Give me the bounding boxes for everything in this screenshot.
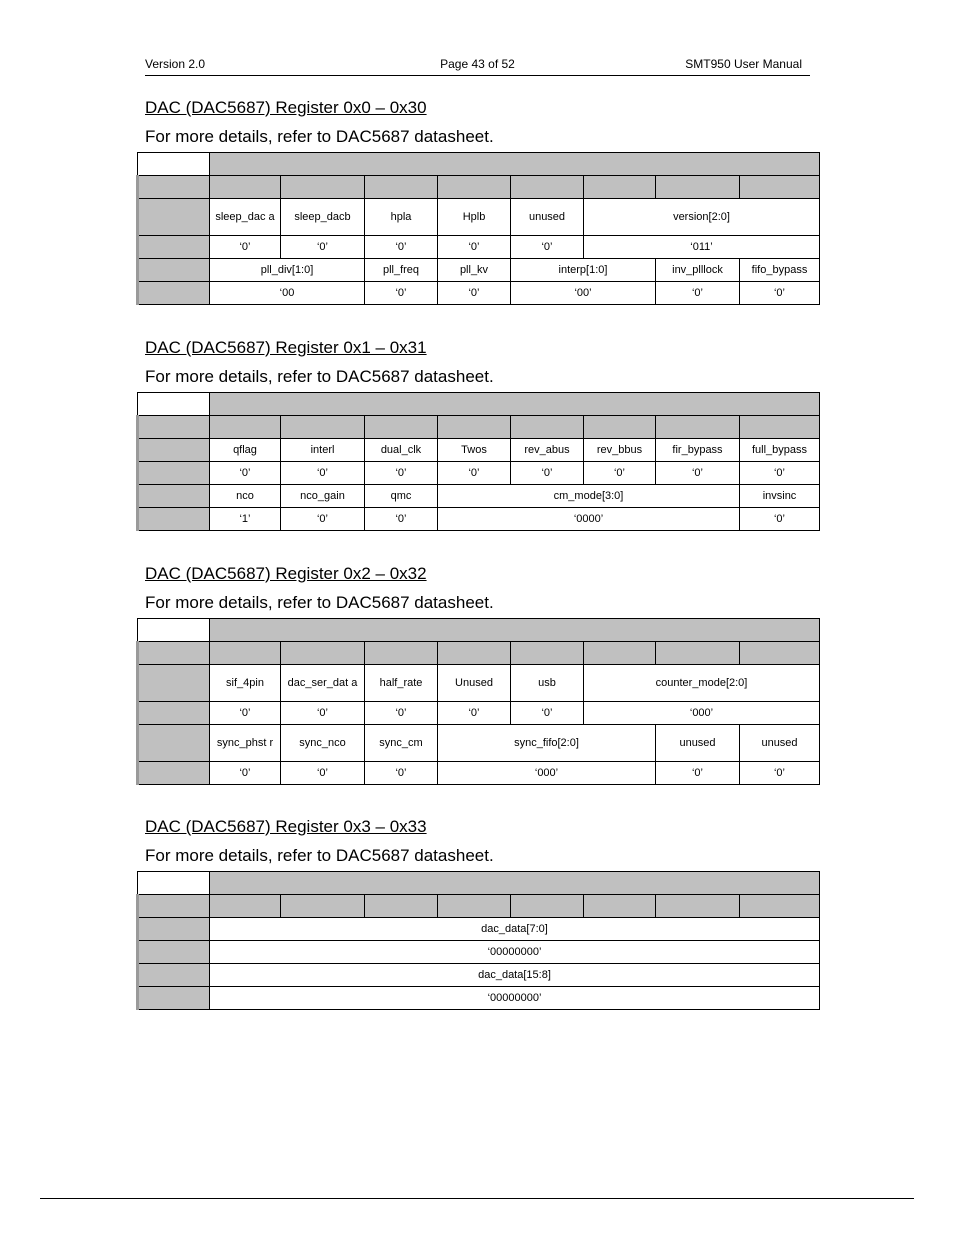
header-blank-cell [138, 872, 210, 895]
bit-header-cell [656, 642, 740, 665]
register-field-cell: ‘0’ [511, 462, 584, 485]
register-field-cell: ‘0’ [365, 462, 438, 485]
table-row [138, 199, 820, 236]
footer-rule [40, 1198, 914, 1199]
bit-header-cell [740, 176, 820, 199]
table-row [138, 282, 820, 305]
register-field-cell: unused [656, 725, 740, 762]
register-field-cell: ‘0’ [365, 702, 438, 725]
header-shaded-cell [210, 872, 820, 895]
row-label-cell [138, 416, 210, 439]
row-label-cell [138, 725, 210, 762]
bit-header-cell [656, 895, 740, 918]
table-bit-header-row [138, 895, 820, 918]
register-table-0x0 [136, 152, 820, 305]
register-field-cell: ‘00 [210, 282, 365, 305]
register-field-cell: fir_bypass [656, 439, 740, 462]
row-label-cell [138, 941, 210, 964]
register-field-cell: ‘0’ [740, 508, 820, 531]
bit-header-cell [365, 416, 438, 439]
bit-header-cell [438, 176, 511, 199]
register-field-cell: ‘0’ [584, 462, 656, 485]
register-field-cell: invsinc [740, 485, 820, 508]
register-field-cell: rev_bbus [584, 439, 656, 462]
table-row [138, 508, 820, 531]
register-field-cell: sleep_dac a [210, 199, 281, 236]
bit-header-cell [210, 895, 281, 918]
bit-header-cell [584, 642, 656, 665]
register-field-cell: dac_ser_dat a [281, 665, 365, 702]
register-field-cell: version[2:0] [584, 199, 820, 236]
register-title-0x1: DAC (DAC5687) Register 0x1 – 0x31 [145, 338, 427, 357]
bit-header-cell [511, 176, 584, 199]
register-field-cell: qmc [365, 485, 438, 508]
row-label-cell [138, 282, 210, 305]
register-field-cell: pll_freq [365, 259, 438, 282]
table-bit-header-row [138, 176, 820, 199]
bit-header-cell [281, 895, 365, 918]
register-field-cell: ‘00’ [511, 282, 656, 305]
register-field-cell: ‘1’ [210, 508, 281, 531]
header-blank-cell [138, 153, 210, 176]
register-field-cell: sleep_dacb [281, 199, 365, 236]
table-row [138, 725, 820, 762]
row-label-cell [138, 176, 210, 199]
bit-header-cell [210, 416, 281, 439]
register-field-cell: ‘0’ [656, 762, 740, 785]
register-field-cell: ‘0’ [438, 236, 511, 259]
table-header-row [138, 393, 820, 416]
bit-header-cell [210, 176, 281, 199]
register-title-0x2: DAC (DAC5687) Register 0x2 – 0x32 [145, 564, 427, 583]
register-field-cell: usb [511, 665, 584, 702]
register-field-cell: qflag [210, 439, 281, 462]
table-row [138, 259, 820, 282]
register-field-cell: full_bypass [740, 439, 820, 462]
register-field-cell: inv_plllock [656, 259, 740, 282]
register-field-cell: ‘0’ [281, 702, 365, 725]
register-field-cell: ‘0’ [740, 462, 820, 485]
register-field-cell: ‘0’ [740, 762, 820, 785]
bit-header-cell [511, 642, 584, 665]
register-note-0x3: For more details, refer to DAC5687 datasheet. [145, 846, 494, 865]
bit-header-cell [656, 176, 740, 199]
register-field-cell: ‘0’ [210, 702, 281, 725]
register-field-cell: ‘0’ [438, 462, 511, 485]
table-row [138, 762, 820, 785]
row-label-cell [138, 918, 210, 941]
register-field-cell: ‘0’ [438, 282, 511, 305]
register-field-cell: nco [210, 485, 281, 508]
register-field-cell: sif_4pin [210, 665, 281, 702]
register-field-cell: ‘0’ [210, 462, 281, 485]
bit-header-cell [584, 895, 656, 918]
register-field-cell: ‘0’ [511, 236, 584, 259]
table-row [138, 702, 820, 725]
row-label-cell [138, 439, 210, 462]
page-header [145, 57, 810, 76]
register-field-cell: ‘00000000’ [210, 987, 820, 1010]
register-field-cell: interl [281, 439, 365, 462]
header-blank-cell [138, 393, 210, 416]
register-field-cell: ‘0’ [365, 508, 438, 531]
register-field-cell: ‘0’ [656, 462, 740, 485]
register-field-cell: unused [511, 199, 584, 236]
register-field-cell: Twos [438, 439, 511, 462]
register-field-cell: dac_data[7:0] [210, 918, 820, 941]
register-field-cell: pll_kv [438, 259, 511, 282]
register-note-0x0: For more details, refer to DAC5687 datasheet. [145, 127, 494, 146]
table-row [138, 485, 820, 508]
header-manual-title: SMT950 User Manual [685, 57, 802, 71]
bit-header-cell [365, 642, 438, 665]
header-version: Version 2.0 [145, 57, 206, 71]
row-label-cell [138, 642, 210, 665]
bit-header-cell [584, 176, 656, 199]
table-bit-header-row [138, 416, 820, 439]
register-field-cell: dac_data[15:8] [210, 964, 820, 987]
bit-header-cell [584, 416, 656, 439]
bit-header-cell [438, 416, 511, 439]
bit-header-cell [365, 176, 438, 199]
register-field-cell: ‘0’ [210, 236, 281, 259]
table-row [138, 462, 820, 485]
register-field-cell: ‘0’ [281, 508, 365, 531]
row-label-cell [138, 259, 210, 282]
register-title-0x0: DAC (DAC5687) Register 0x0 – 0x30 [145, 98, 427, 117]
register-field-cell: Unused [438, 665, 511, 702]
register-field-cell: interp[1:0] [511, 259, 656, 282]
register-field-cell: ‘0’ [438, 702, 511, 725]
row-label-cell [138, 895, 210, 918]
register-note-0x2: For more details, refer to DAC5687 datasheet. [145, 593, 494, 612]
row-label-cell [138, 485, 210, 508]
register-field-cell: dual_clk [365, 439, 438, 462]
table-row [138, 918, 820, 941]
table-header-row [138, 153, 820, 176]
register-field-cell: ‘011’ [584, 236, 820, 259]
register-title-0x3: DAC (DAC5687) Register 0x3 – 0x33 [145, 817, 427, 836]
bit-header-cell [511, 416, 584, 439]
bit-header-cell [281, 642, 365, 665]
bit-header-cell [740, 895, 820, 918]
table-header-row [138, 619, 820, 642]
bit-header-cell [438, 642, 511, 665]
register-field-cell: ‘0’ [281, 762, 365, 785]
bit-header-cell [210, 642, 281, 665]
header-blank-cell [138, 619, 210, 642]
bit-header-cell [365, 895, 438, 918]
register-field-cell: counter_mode[2:0] [584, 665, 820, 702]
register-table-0x3 [136, 871, 820, 1010]
register-field-cell: ‘0000’ [438, 508, 740, 531]
bit-header-cell [438, 895, 511, 918]
register-field-cell: ‘0’ [365, 236, 438, 259]
register-field-cell: ‘0’ [365, 282, 438, 305]
register-note-0x1: For more details, refer to DAC5687 datasheet. [145, 367, 494, 386]
register-field-cell: ‘000’ [584, 702, 820, 725]
register-field-cell: fifo_bypass [740, 259, 820, 282]
table-row [138, 236, 820, 259]
bit-header-cell [511, 895, 584, 918]
bit-header-cell [740, 642, 820, 665]
register-field-cell: nco_gain [281, 485, 365, 508]
row-label-cell [138, 199, 210, 236]
header-shaded-cell [210, 153, 820, 176]
register-field-cell: ‘0’ [281, 462, 365, 485]
register-field-cell: ‘0’ [281, 236, 365, 259]
register-field-cell: sync_fifo[2:0] [438, 725, 656, 762]
row-label-cell [138, 702, 210, 725]
row-label-cell [138, 665, 210, 702]
register-field-cell: sync_phst r [210, 725, 281, 762]
register-field-cell: half_rate [365, 665, 438, 702]
header-shaded-cell [210, 393, 820, 416]
table-row [138, 987, 820, 1010]
header-page-number: Page 43 of 52 [440, 57, 515, 71]
bit-header-cell [656, 416, 740, 439]
row-label-cell [138, 508, 210, 531]
bit-header-cell [281, 176, 365, 199]
bit-header-cell [281, 416, 365, 439]
register-field-cell: ‘0’ [365, 762, 438, 785]
register-field-cell: rev_abus [511, 439, 584, 462]
table-header-row [138, 872, 820, 895]
table-row [138, 439, 820, 462]
table-row [138, 941, 820, 964]
row-label-cell [138, 964, 210, 987]
register-field-cell: sync_cm [365, 725, 438, 762]
row-label-cell [138, 236, 210, 259]
register-field-cell: sync_nco [281, 725, 365, 762]
register-field-cell: unused [740, 725, 820, 762]
register-field-cell: ‘0’ [511, 702, 584, 725]
register-field-cell: ‘0’ [740, 282, 820, 305]
header-shaded-cell [210, 619, 820, 642]
row-label-cell [138, 987, 210, 1010]
register-field-cell: ‘00000000’ [210, 941, 820, 964]
register-field-cell: ‘0’ [656, 282, 740, 305]
register-field-cell: hpla [365, 199, 438, 236]
register-field-cell: pll_div[1:0] [210, 259, 365, 282]
table-row [138, 964, 820, 987]
register-field-cell: cm_mode[3:0] [438, 485, 740, 508]
register-table-0x1 [136, 392, 820, 531]
register-field-cell: ‘0’ [210, 762, 281, 785]
row-label-cell [138, 462, 210, 485]
row-label-cell [138, 762, 210, 785]
table-row [138, 665, 820, 702]
bit-header-cell [740, 416, 820, 439]
register-field-cell: ‘000’ [438, 762, 656, 785]
register-field-cell: Hplb [438, 199, 511, 236]
register-table-0x2 [136, 618, 820, 785]
table-bit-header-row [138, 642, 820, 665]
